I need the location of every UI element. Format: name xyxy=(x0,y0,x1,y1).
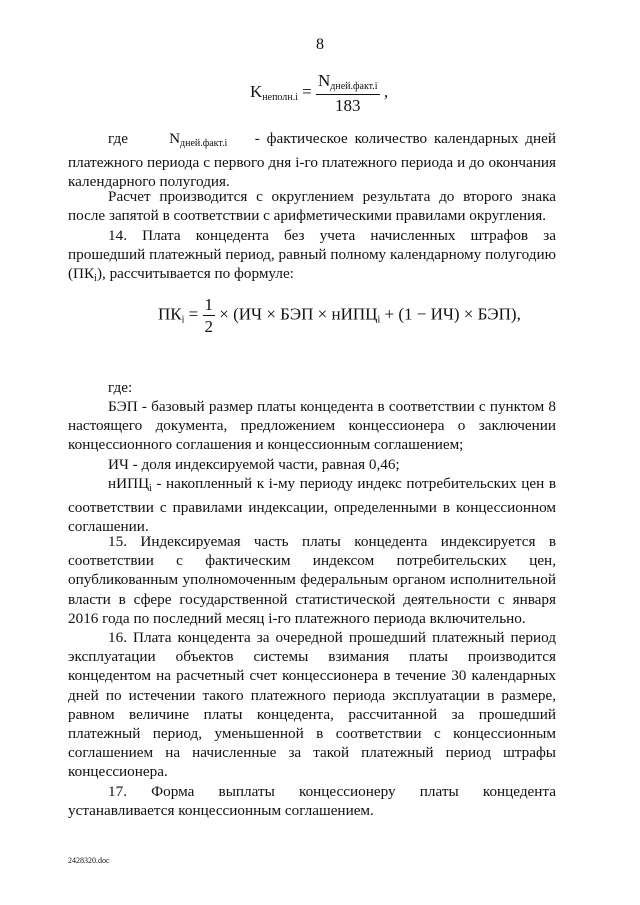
definition-bep: БЭП - базовый размер платы концедента в соответствии с пунктом 8 настоящего документа, предложением концессионера о заключении концессионного соглашения и концессионным соглашением; xyxy=(68,398,556,454)
paragraph-17: 17. Форма выплаты концессионеру платы концедента устанавливается концессионным соглашением. xyxy=(68,783,556,820)
formula2-fraction: $\frac{1}{2}$ xyxy=(204,295,213,336)
paragraph-14: 14. Плата концедента без учета начисленных штрафов за прошедший платежный период, равный полному календарному полугодию $(ПК_i)$, рассчитывается по формуле: xyxy=(68,227,556,285)
formula1-lhs: $K_{неполн.i}$ xyxy=(250,81,298,103)
formula-k-nepoln: $K_{неполн.i}$ = $\frac{N_{дней.факт.i}}{183}$ , xyxy=(250,71,389,115)
paragraph-16: 16. Плата концедента за очередной прошедший платежный период эксплуатации объектов системы взимания платы производится концедентом на расчетный счет концессионера в течение 30 календарных дней по истечении такого платежного периода эксплуатации в размере, равном величине платы концедента, рассчитанной за прошедший платежный период, уменьшенной в соответствии с концессионным соглашением на начисленные за такой платежный период штрафы концессионера. xyxy=(68,629,556,781)
formula-pk: $ПК_i$ = $\frac{1}{2}$ × (ИЧ × БЭП × нИПЦ$_i$ + (1 − ИЧ) × БЭП), xyxy=(158,295,521,336)
rounding-paragraph: Расчет производится с округлением результата до второго знака после запятой в соответствии с арифметическими правилами округления. xyxy=(68,188,556,225)
paragraph-15: 15. Индексируемая часть платы концедента индексируется в соответствии с фактическим индексом потребительских цен, опубликованным уполномоченным федеральным органом исполнительной власти в сфере государственной статистической деятельности с января 2016 года по последний месяц i-го платежного периода включительно. xyxy=(68,533,556,627)
page-number: 8 xyxy=(316,36,324,53)
footer-filename: 2428320.doc xyxy=(68,856,110,865)
where-ndays-definition: где $N_{дней.факт.i}$ - фактическое количество календарных дней платежного периода с первого дня i-го платежного периода и до окончания календарного полугодия. xyxy=(68,130,557,191)
formula1-fraction: $\frac{N_{дней.факт.i}}{183}$ xyxy=(318,71,378,115)
definition-nipc: нИПЦ$_i$ - накопленный к i-му периоду индекс потребительских цен в соответствии с правилами индексации, определенными в концессионном соглашении. xyxy=(68,475,556,536)
where-heading: где: xyxy=(108,379,133,396)
definition-ich: ИЧ - доля индексируемой части, равная 0,46; xyxy=(108,456,400,473)
